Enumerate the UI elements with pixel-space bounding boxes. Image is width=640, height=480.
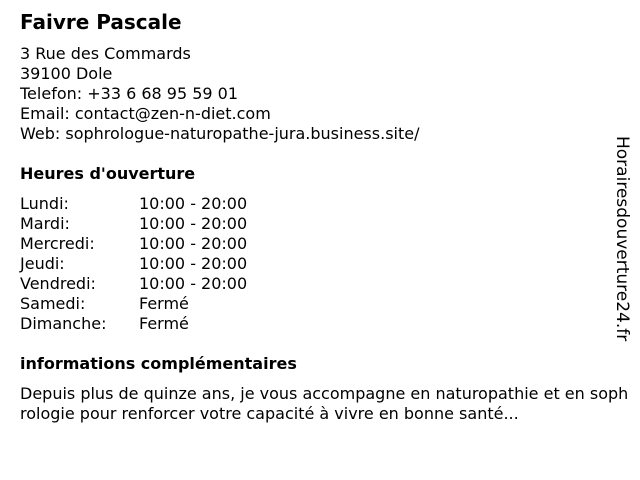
day-label: Vendredi: [20,274,96,293]
postal-city: 39100 Dole [20,64,113,83]
contact-block [20,44,419,144]
day-hours: 10:00 - 20:00 [139,214,248,233]
day-hours: Fermé [139,294,189,313]
website-url: Web: sophrologue-naturopathe-jura.business.site/ [20,124,420,143]
day-hours: Fermé [139,314,189,333]
info-heading: informations complémentaires [20,354,297,373]
business-name: Faivre Pascale [20,10,182,34]
phone-number: Telefon: +33 6 68 95 59 01 [20,84,239,103]
day-hours: 10:00 - 20:00 [139,234,248,253]
email-address: Email: contact@zen-n-diet.com [20,104,271,123]
site-watermark: Horairesdouverture24.fr [612,136,632,342]
hours-heading: Heures d'ouverture [20,164,196,183]
day-hours: 10:00 - 20:00 [139,254,248,273]
day-hours: 10:00 - 20:00 [139,194,248,213]
description-text: Depuis plus de quinze ans, je vous accompagne en naturopathie et en sophrologie pour renforcer votre capacité à vivre en bonne santé... [20,384,629,423]
day-label: Lundi: [20,194,69,213]
day-label: Samedi: [20,294,86,313]
day-hours: 10:00 - 20:00 [139,274,248,293]
day-label: Dimanche: [20,314,107,333]
day-label: Mardi: [20,214,70,233]
street-address: 3 Rue des Commards [20,44,191,63]
day-label: Jeudi: [20,254,65,273]
day-label: Mercredi: [20,234,95,253]
